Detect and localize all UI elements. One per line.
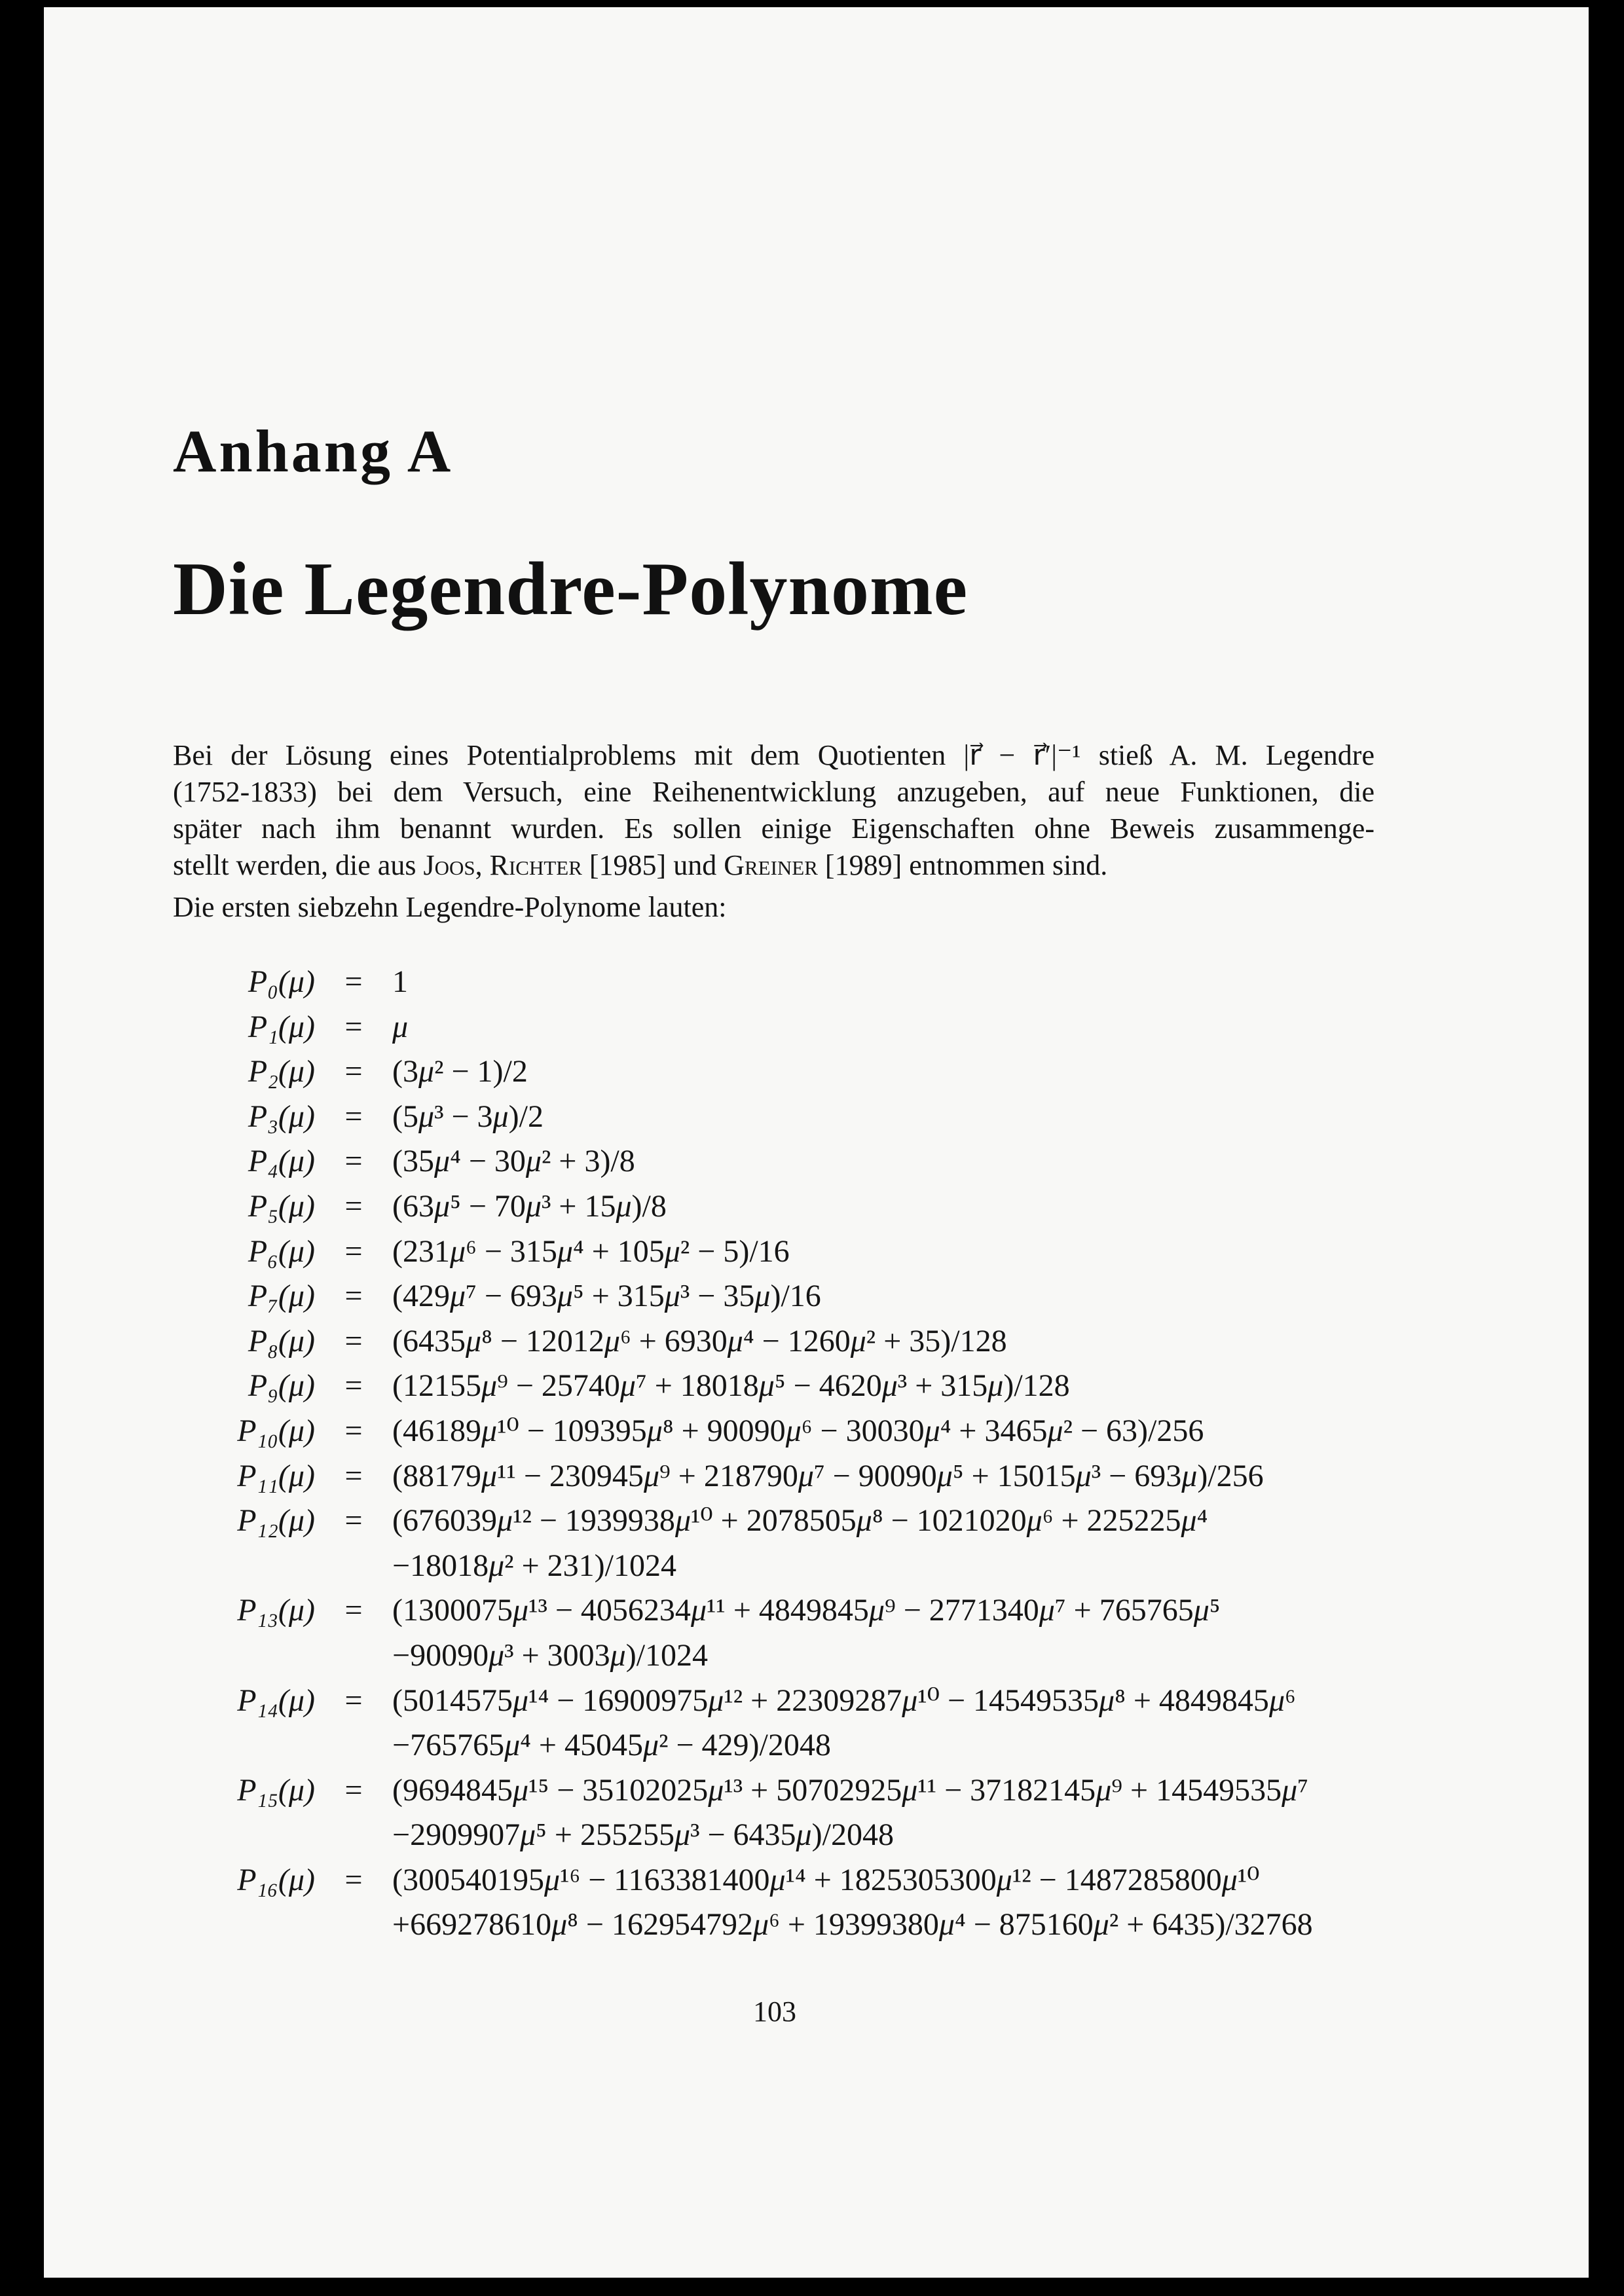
equals-sign: = [344, 1413, 363, 1448]
equals-sign: = [344, 964, 363, 999]
citation-text: [1985] und [581, 849, 724, 881]
variable-mu: μ [557, 1279, 573, 1314]
equation-row [216, 1588, 1313, 1678]
variable-mu: μ [936, 1458, 953, 1493]
variable-mu: μ [392, 1009, 409, 1044]
expression-line: (35μ⁴ − 30μ² + 3)/8 [392, 1144, 635, 1179]
variable-mu: μ [727, 1323, 743, 1358]
polynomial-label: P₁₀(μ) [237, 1413, 315, 1448]
variable-mu: μ [1268, 1683, 1285, 1718]
polynomial-expression [392, 1364, 1070, 1409]
expression-line: (5μ³ − 3μ)/2 [392, 1099, 544, 1134]
variable-mu: μ [1039, 1593, 1055, 1628]
variable-mu: μ [512, 1593, 529, 1628]
polynomial-expression [392, 1139, 635, 1184]
polynomial-label: P₁₄(μ) [237, 1683, 315, 1718]
equation-row [216, 1499, 1313, 1588]
equation-row [216, 1095, 1313, 1140]
intro-line-3: später nach ihm benannt wurden. Es sollen einige Eigenschaften ohne Beweis zusammenge- [173, 812, 1375, 845]
equals-sign: = [344, 1683, 363, 1718]
polynomial-expression [392, 1274, 821, 1319]
variable-mu: μ [708, 1683, 724, 1718]
variable-mu: μ [850, 1323, 866, 1358]
intro-line-1: Bei der Lösung eines Potentialproblems mit dem Quotienten |r⃗ − r⃗′|⁻¹ stieß A. M. Legendre [173, 739, 1375, 771]
intro-text: , [475, 849, 490, 881]
variable-mu: μ [504, 1728, 521, 1763]
variable-mu: μ [492, 1099, 509, 1134]
equation-row [216, 1364, 1313, 1409]
variable-mu: μ [434, 1144, 451, 1179]
polynomial-label: P₁₁(μ) [237, 1458, 315, 1493]
variable-mu: μ [798, 1458, 814, 1493]
variable-mu: μ [924, 1413, 940, 1448]
equals-sign: = [344, 1009, 363, 1044]
variable-mu: μ [642, 1728, 659, 1763]
variable-mu: μ [868, 1593, 885, 1628]
equals-sign: = [344, 1503, 363, 1539]
variable-mu: μ [525, 1144, 542, 1179]
polynomial-label: P₅(μ) [248, 1188, 315, 1224]
equals-sign: = [344, 1593, 363, 1628]
polynomial-expression [392, 1409, 1204, 1454]
equation-row [216, 1679, 1313, 1768]
equation-row [216, 1184, 1313, 1230]
polynomial-label: P₈(μ) [248, 1323, 315, 1358]
variable-mu: μ [769, 1862, 786, 1897]
equals-sign: = [344, 1233, 363, 1269]
expression-line: (3μ² − 1)/2 [392, 1054, 528, 1089]
polynomial-label: P₁₅(μ) [237, 1772, 315, 1808]
equals-sign: = [344, 1772, 363, 1808]
citation-text: [1989] entnommen sind. [817, 849, 1108, 881]
author-name: Joos [423, 849, 475, 881]
variable-mu: μ [1282, 1772, 1298, 1808]
variable-mu: μ [481, 1368, 498, 1404]
equals-sign: = [344, 1279, 363, 1314]
variable-mu: μ [610, 1637, 626, 1673]
intro-line-2: (1752-1833) bei dem Versuch, eine Reihenentwicklung anzugeben, auf neue Funktionen, die [173, 776, 1375, 808]
polynomial-label: P₇(μ) [248, 1279, 315, 1314]
equation-row [216, 1139, 1313, 1184]
intro-line-5: Die ersten siebzehn Legendre-Polynome lauten: [173, 891, 727, 923]
equation-row [216, 1858, 1313, 1948]
expression-line: (300540195μ¹⁶ − 1163381400μ¹⁴ + 1825305300μ¹² − 1487285800μ¹⁰ [392, 1862, 1260, 1897]
variable-mu: μ [1047, 1413, 1063, 1448]
page-number: 103 [753, 1995, 796, 2028]
expression-line: −765765μ⁴ + 45045μ² − 429)/2048 [392, 1728, 831, 1763]
expression-line: (63μ⁵ − 70μ³ + 15μ)/8 [392, 1188, 667, 1224]
author-name: Richter [489, 849, 582, 881]
equals-sign: = [344, 1144, 363, 1179]
variable-mu: μ [1181, 1503, 1197, 1539]
variable-mu: μ [489, 1548, 505, 1583]
polynomial-label: P₁₆(μ) [237, 1862, 315, 1897]
variable-mu: μ [481, 1413, 498, 1448]
equation-row [216, 960, 1313, 1005]
variable-mu: μ [996, 1862, 1012, 1897]
variable-mu: μ [664, 1233, 680, 1269]
equals-sign: = [344, 1188, 363, 1224]
expression-line: (6435μ⁸ − 12012μ⁶ + 6930μ⁴ − 1260μ² + 35)/128 [392, 1323, 1007, 1358]
polynomial-label: P₃(μ) [248, 1099, 315, 1134]
expression-line [392, 1005, 408, 1050]
expression-line: −18018μ² + 231)/1024 [392, 1548, 676, 1583]
polynomial-label: P₁(μ) [248, 1009, 315, 1044]
variable-mu: μ [418, 1099, 435, 1134]
variable-mu: μ [418, 1054, 435, 1089]
variable-mu: μ [449, 1279, 466, 1314]
appendix-label: Anhang A [173, 418, 454, 484]
variable-mu: μ [674, 1503, 692, 1539]
variable-mu: μ [758, 1368, 775, 1404]
equals-sign: = [344, 1099, 363, 1134]
polynomial-expression [392, 1049, 528, 1095]
variable-mu: μ [619, 1368, 636, 1404]
polynomial-expression [392, 1679, 1296, 1768]
variable-mu: μ [938, 1907, 955, 1942]
polynomial-expression [392, 1768, 1308, 1858]
polynomial-label: P₄(μ) [248, 1144, 315, 1179]
variable-mu: μ [646, 1413, 663, 1448]
variable-mu: μ [512, 1683, 529, 1718]
variable-mu: μ [987, 1368, 1004, 1404]
variable-mu: μ [616, 1188, 632, 1224]
polynomial-label: P₁₂(μ) [237, 1503, 315, 1539]
polynomial-expression [392, 1184, 667, 1230]
expression-line: (9694845μ¹⁵ − 35102025μ¹³ + 50702925μ¹¹ − 37182145μ⁹ + 14549535μ⁷ [392, 1772, 1308, 1808]
variable-mu: μ [1026, 1503, 1043, 1539]
polynomial-label: P₀(μ) [248, 964, 315, 999]
variable-mu: μ [604, 1323, 620, 1358]
legendre-polynomial-list [216, 960, 1313, 1948]
equals-sign: = [344, 1458, 363, 1493]
variable-mu: μ [902, 1683, 918, 1718]
variable-mu: μ [1099, 1683, 1115, 1718]
equation-row [216, 1005, 1313, 1050]
variable-mu: μ [1221, 1862, 1238, 1897]
intro-text: stellt werden, die aus [173, 849, 424, 881]
variable-mu: μ [1181, 1458, 1198, 1493]
equation-row [216, 1768, 1313, 1858]
variable-mu: μ [512, 1772, 529, 1808]
expression-line: (1300075μ¹³ − 4056234μ¹¹ + 4849845μ⁹ − 2771340μ⁷ + 765765μ⁵ [392, 1593, 1221, 1628]
polynomial-expression [392, 1230, 790, 1275]
variable-mu: μ [544, 1862, 561, 1897]
author-name: Greiner [724, 849, 818, 881]
expression-line: +669278610μ⁸ − 162954792μ⁶ + 19399380μ⁴ − 875160μ² + 6435)/32768 [392, 1907, 1313, 1942]
polynomial-expression [392, 1005, 408, 1050]
equals-sign: = [344, 1862, 363, 1897]
variable-mu: μ [785, 1413, 802, 1448]
variable-mu: μ [1193, 1593, 1209, 1628]
variable-mu: μ [557, 1233, 573, 1269]
polynomial-expression [392, 1588, 1221, 1678]
equation-row [216, 1049, 1313, 1095]
expression-line: (12155μ⁹ − 25740μ⁷ + 18018μ⁵ − 4620μ³ + 315μ)/128 [392, 1368, 1070, 1404]
intro-line-4 [173, 847, 1375, 884]
polynomial-expression [392, 1319, 1007, 1364]
variable-mu: μ [754, 1279, 771, 1314]
expression-line: (46189μ¹⁰ − 109395μ⁸ + 90090μ⁶ − 30030μ⁴ + 3465μ² − 63)/256 [392, 1413, 1204, 1448]
polynomial-label: P₁₃(μ) [237, 1593, 315, 1628]
variable-mu: μ [551, 1907, 568, 1942]
expression-line: (5014575μ¹⁴ − 16900975μ¹² + 22309287μ¹⁰ − 14549535μ⁸ + 4849845μ⁶ [392, 1683, 1296, 1718]
variable-mu: μ [481, 1458, 498, 1493]
chapter-title: Die Legendre-Polynome [173, 547, 969, 631]
variable-mu: μ [664, 1279, 680, 1314]
variable-mu: μ [520, 1817, 536, 1853]
variable-mu: μ [796, 1817, 812, 1853]
variable-mu: μ [674, 1817, 691, 1853]
expression-line: −2909907μ⁵ + 255255μ³ − 6435μ)/2048 [392, 1817, 894, 1853]
variable-mu: μ [496, 1503, 513, 1539]
equation-row [216, 1454, 1313, 1499]
polynomial-label: P₂(μ) [248, 1054, 315, 1089]
expression-line: (676039μ¹² − 1939938μ¹⁰ + 2078505μ⁸ − 1021020μ⁶ + 225225μ⁴ [392, 1503, 1208, 1539]
equals-sign: = [344, 1323, 363, 1358]
variable-mu: μ [525, 1188, 542, 1224]
variable-mu: μ [902, 1772, 918, 1808]
polynomial-expression [392, 960, 408, 1005]
expression-line: (231μ⁶ − 315μ⁴ + 105μ² − 5)/16 [392, 1233, 790, 1269]
variable-mu: μ [465, 1323, 482, 1358]
variable-mu: μ [856, 1503, 872, 1539]
variable-mu: μ [690, 1593, 707, 1628]
polynomial-expression [392, 1454, 1264, 1499]
polynomial-label: P₉(μ) [248, 1368, 315, 1404]
variable-mu: μ [752, 1907, 769, 1942]
polynomial-expression [392, 1499, 1208, 1588]
polynomial-expression [392, 1095, 544, 1140]
equation-row [216, 1409, 1313, 1454]
expression-line: (88179μ¹¹ − 230945μ⁹ + 218790μ⁷ − 90090μ⁵ + 15015μ³ − 693μ)/256 [392, 1458, 1264, 1493]
variable-mu: μ [881, 1368, 898, 1404]
expression-line: 1 [392, 964, 408, 999]
variable-mu: μ [1075, 1458, 1092, 1493]
polynomial-expression [392, 1858, 1313, 1948]
equation-row [216, 1319, 1313, 1364]
variable-mu: μ [434, 1188, 451, 1224]
variable-mu: μ [1096, 1772, 1112, 1808]
expression-line: −90090μ³ + 3003μ)/1024 [392, 1637, 709, 1673]
expression-line: (429μ⁷ − 693μ⁵ + 315μ³ − 35μ)/16 [392, 1279, 821, 1314]
equation-row [216, 1274, 1313, 1319]
variable-mu: μ [449, 1233, 466, 1269]
polynomial-label: P₆(μ) [248, 1233, 315, 1269]
variable-mu: μ [643, 1458, 660, 1493]
equals-sign: = [344, 1368, 363, 1404]
variable-mu: μ [489, 1637, 505, 1673]
variable-mu: μ [708, 1772, 724, 1808]
equals-sign: = [344, 1054, 363, 1089]
variable-mu: μ [1093, 1907, 1109, 1942]
equation-row [216, 1230, 1313, 1275]
